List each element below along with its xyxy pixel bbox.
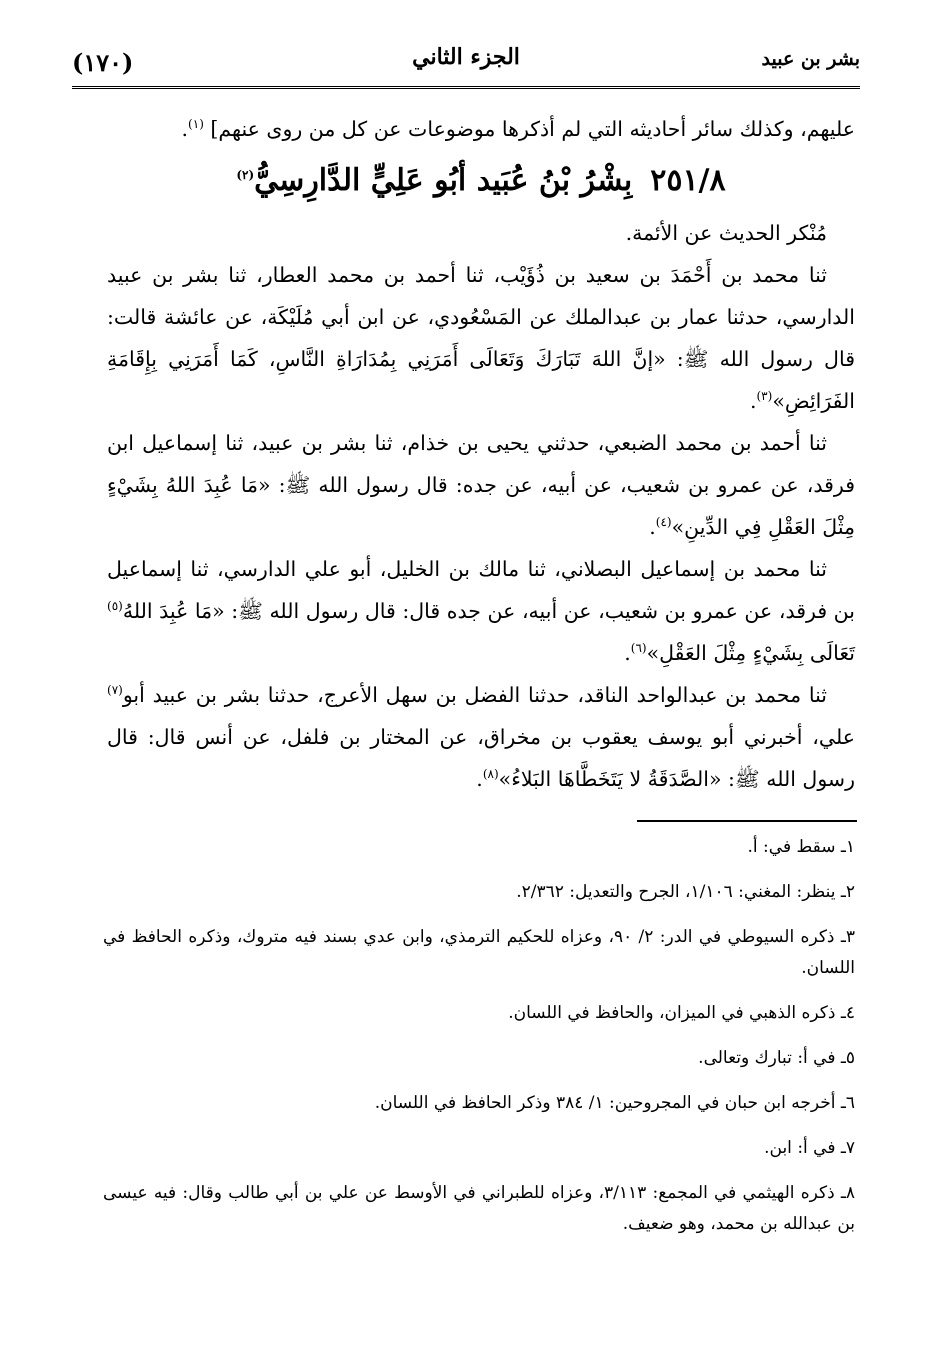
hadith-text: تَعَالَى بِشَيْءٍ مِثْلَ العَقْلِ» (646, 641, 855, 665)
footnote: ٨ـ ذكره الهيثمي في المجمع: ٣/١١٣، وعزاه للطبراني في الأوسط عن علي بن أبي طالب وقال: فيه عيسى بن عبدالله بن محمد، وهو ضعيف. (103, 1183, 855, 1234)
footnote: ٥ـ في أ: تبارك وتعالى. (698, 1048, 855, 1068)
footnote-ref: (٧) (107, 683, 123, 698)
hadith-paragraph-2: ثنا أحمد بن محمد الضبعي، حدثني يحيى بن خذام، ثنا بشر بن عبيد، ثنا إسماعيل ابن فرقد، عن عمرو بن شعيب، عن أبيه، عن جده: قال رسول الله ﷺ: «مَا عُبِدَ اللهُ بِشَيْءٍ مِثْلَ العَقْلِ فِي الدِّينِ»$^{(٤)}$. (107, 431, 855, 539)
hadith-paragraph-1: ثنا محمد بن أَحْمَدَ بن سعيد بن ذُؤَيْب، ثنا أحمد بن محمد العطار، ثنا بشر بن عبيد الدارسي، حدثنا عمار بن عبدالملك عن المَسْعُودي، عن ابن أبي مُلَيْكَة، عن عائشة قالت: قال رسول الله ﷺ: «إنَّ اللهَ تَبَارَكَ وَتَعَالَى أَمَرَنِي بِمُدَارَاةِ النَّاسِ، كَمَا أَمَرَنِي بِإِقَامَةِ الفَرَائِضِ»$^{(٣)}$. (107, 263, 855, 413)
hadith-text: ثنا أحمد بن محمد الضبعي، حدثني يحيى بن خذام، ثنا بشر بن عبيد، ثنا إسماعيل ابن فرقد، عن عمرو بن شعيب، عن أبيه، عن جده: قال رسول الله ﷺ: «مَا عُبِدَ اللهُ بِشَيْءٍ مِثْلَ العَقْلِ فِي الدِّينِ» (107, 431, 855, 539)
intro-paragraph (107, 108, 855, 150)
footnote-separator (637, 820, 857, 822)
footnote-ref: (٢) (236, 168, 255, 182)
running-header (72, 38, 860, 89)
hadith-text: ثنا محمد بن عبدالواحد الناقد، حدثنا الفضل بن سهل الأعرج، حدثنا بشر بن عبيد أبو (122, 683, 827, 707)
footnote-ref: (٦) (630, 641, 647, 656)
hadith-paragraph-4: ثنا محمد بن عبدالواحد الناقد، حدثنا الفضل بن سهل الأعرج، حدثنا بشر بن عبيد أبو$^{(٧)}$ علي، أخبرني أبو يوسف يعقوب بن مخراق، عن المختار بن فلفل، عن أنس قال: قال رسول الله ﷺ: «الصَّدَقَةُ لا يَتَخَطَّاهَا البَلاءُ»$^{(٨)}$. (107, 683, 855, 791)
footnote: ٦ـ أخرجه ابن حبان في المجروحين: ١/ ٣٨٤ وذكر الحافظ في اللسان. (374, 1093, 855, 1113)
intro-end: . (181, 117, 189, 141)
footnote: ٢ـ ينظر: المغني: ١/١٠٦، الجرح والتعديل: ٢/٣٦٢. (516, 882, 855, 902)
verdict-paragraph: مُنْكر الحديث عن الأئمة. (625, 221, 827, 245)
hadith-text: علي، أخبرني أبو يوسف يعقوب بن مخراق، عن المختار بن فلفل، عن أنس قال: قال رسول الله ﷺ: «الصَّدَقَةُ لا يَتَخَطَّاهَا البَلاءُ» (107, 725, 855, 791)
entry-number: ٢٥١/٨ (650, 163, 726, 198)
footnote-ref: (٨) (482, 767, 499, 782)
footnote-ref: (٥) (107, 599, 123, 614)
footnote: ١ـ سقط في: أ. (747, 837, 855, 857)
hadith-text: ثنا محمد بن إسماعيل البصلاني، ثنا مالك بن الخليل، أبو علي الدارسي، ثنا إسماعيل بن فرقد، عن عمرو بن شعيب، عن أبيه، عن جده قال: قال رسول الله ﷺ: «مَا عُبِدَ اللهُ (107, 557, 855, 623)
entry-heading (107, 150, 855, 212)
footnote-ref: (٣) (756, 389, 773, 404)
hadith-paragraph-3: ثنا محمد بن إسماعيل البصلاني، ثنا مالك بن الخليل، أبو علي الدارسي، ثنا إسماعيل بن فرقد، عن عمرو بن شعيب، عن أبيه، عن جده قال: قال رسول الله ﷺ: «مَا عُبِدَ اللهُ$^{(٥)}$ تَعَالَى بِشَيْءٍ مِثْلَ العَقْلِ»$^{(٦)}$. (107, 557, 855, 665)
footnote-ref: (١) (188, 117, 204, 132)
main-text (107, 108, 855, 800)
intro-text: عليهم، وكذلك سائر أحاديثه التي لم أذكرها موضوعات عن كل من روى عنهم] (210, 117, 855, 141)
volume-title: الجزء الثاني (412, 44, 520, 70)
hadith-text: ثنا محمد بن أَحْمَدَ بن سعيد بن ذُؤَيْب، ثنا أحمد بن محمد العطار، ثنا بشر بن عبيد الدارسي، حدثنا عمار بن عبدالملك عن المَسْعُودي، عن ابن أبي مُلَيْكَة، عن عائشة قالت: قال رسول الله ﷺ: «إنَّ اللهَ تَبَارَكَ وَتَعَالَى أَمَرَنِي بِمُدَارَاةِ النَّاسِ، كَمَا أَمَرَنِي بِإِقَامَةِ الفَرَائِضِ» (107, 263, 855, 413)
entry-name: بِشْرُ بْنُ عُبَيد أبُو عَلِيٍّ الدَّارِسِيُّ (254, 163, 633, 198)
section-title: بشر بن عبيد (761, 48, 860, 70)
footnotes (103, 832, 855, 1254)
footnote: ٤ـ ذكره الذهبي في الميزان، والحافظ في اللسان. (508, 1003, 855, 1023)
footnote: ٧ـ في أ: ابن. (764, 1138, 855, 1158)
footnote-ref: (٤) (655, 515, 672, 530)
page-number: (١٧٠) (72, 48, 134, 77)
footnote: ٣ـ ذكره السيوطي في الدر: ٢/ ٩٠، وعزاه للحكيم الترمذي، وابن عدي بسند فيه متروك، وذكره الحافظ في اللسان. (103, 927, 855, 978)
